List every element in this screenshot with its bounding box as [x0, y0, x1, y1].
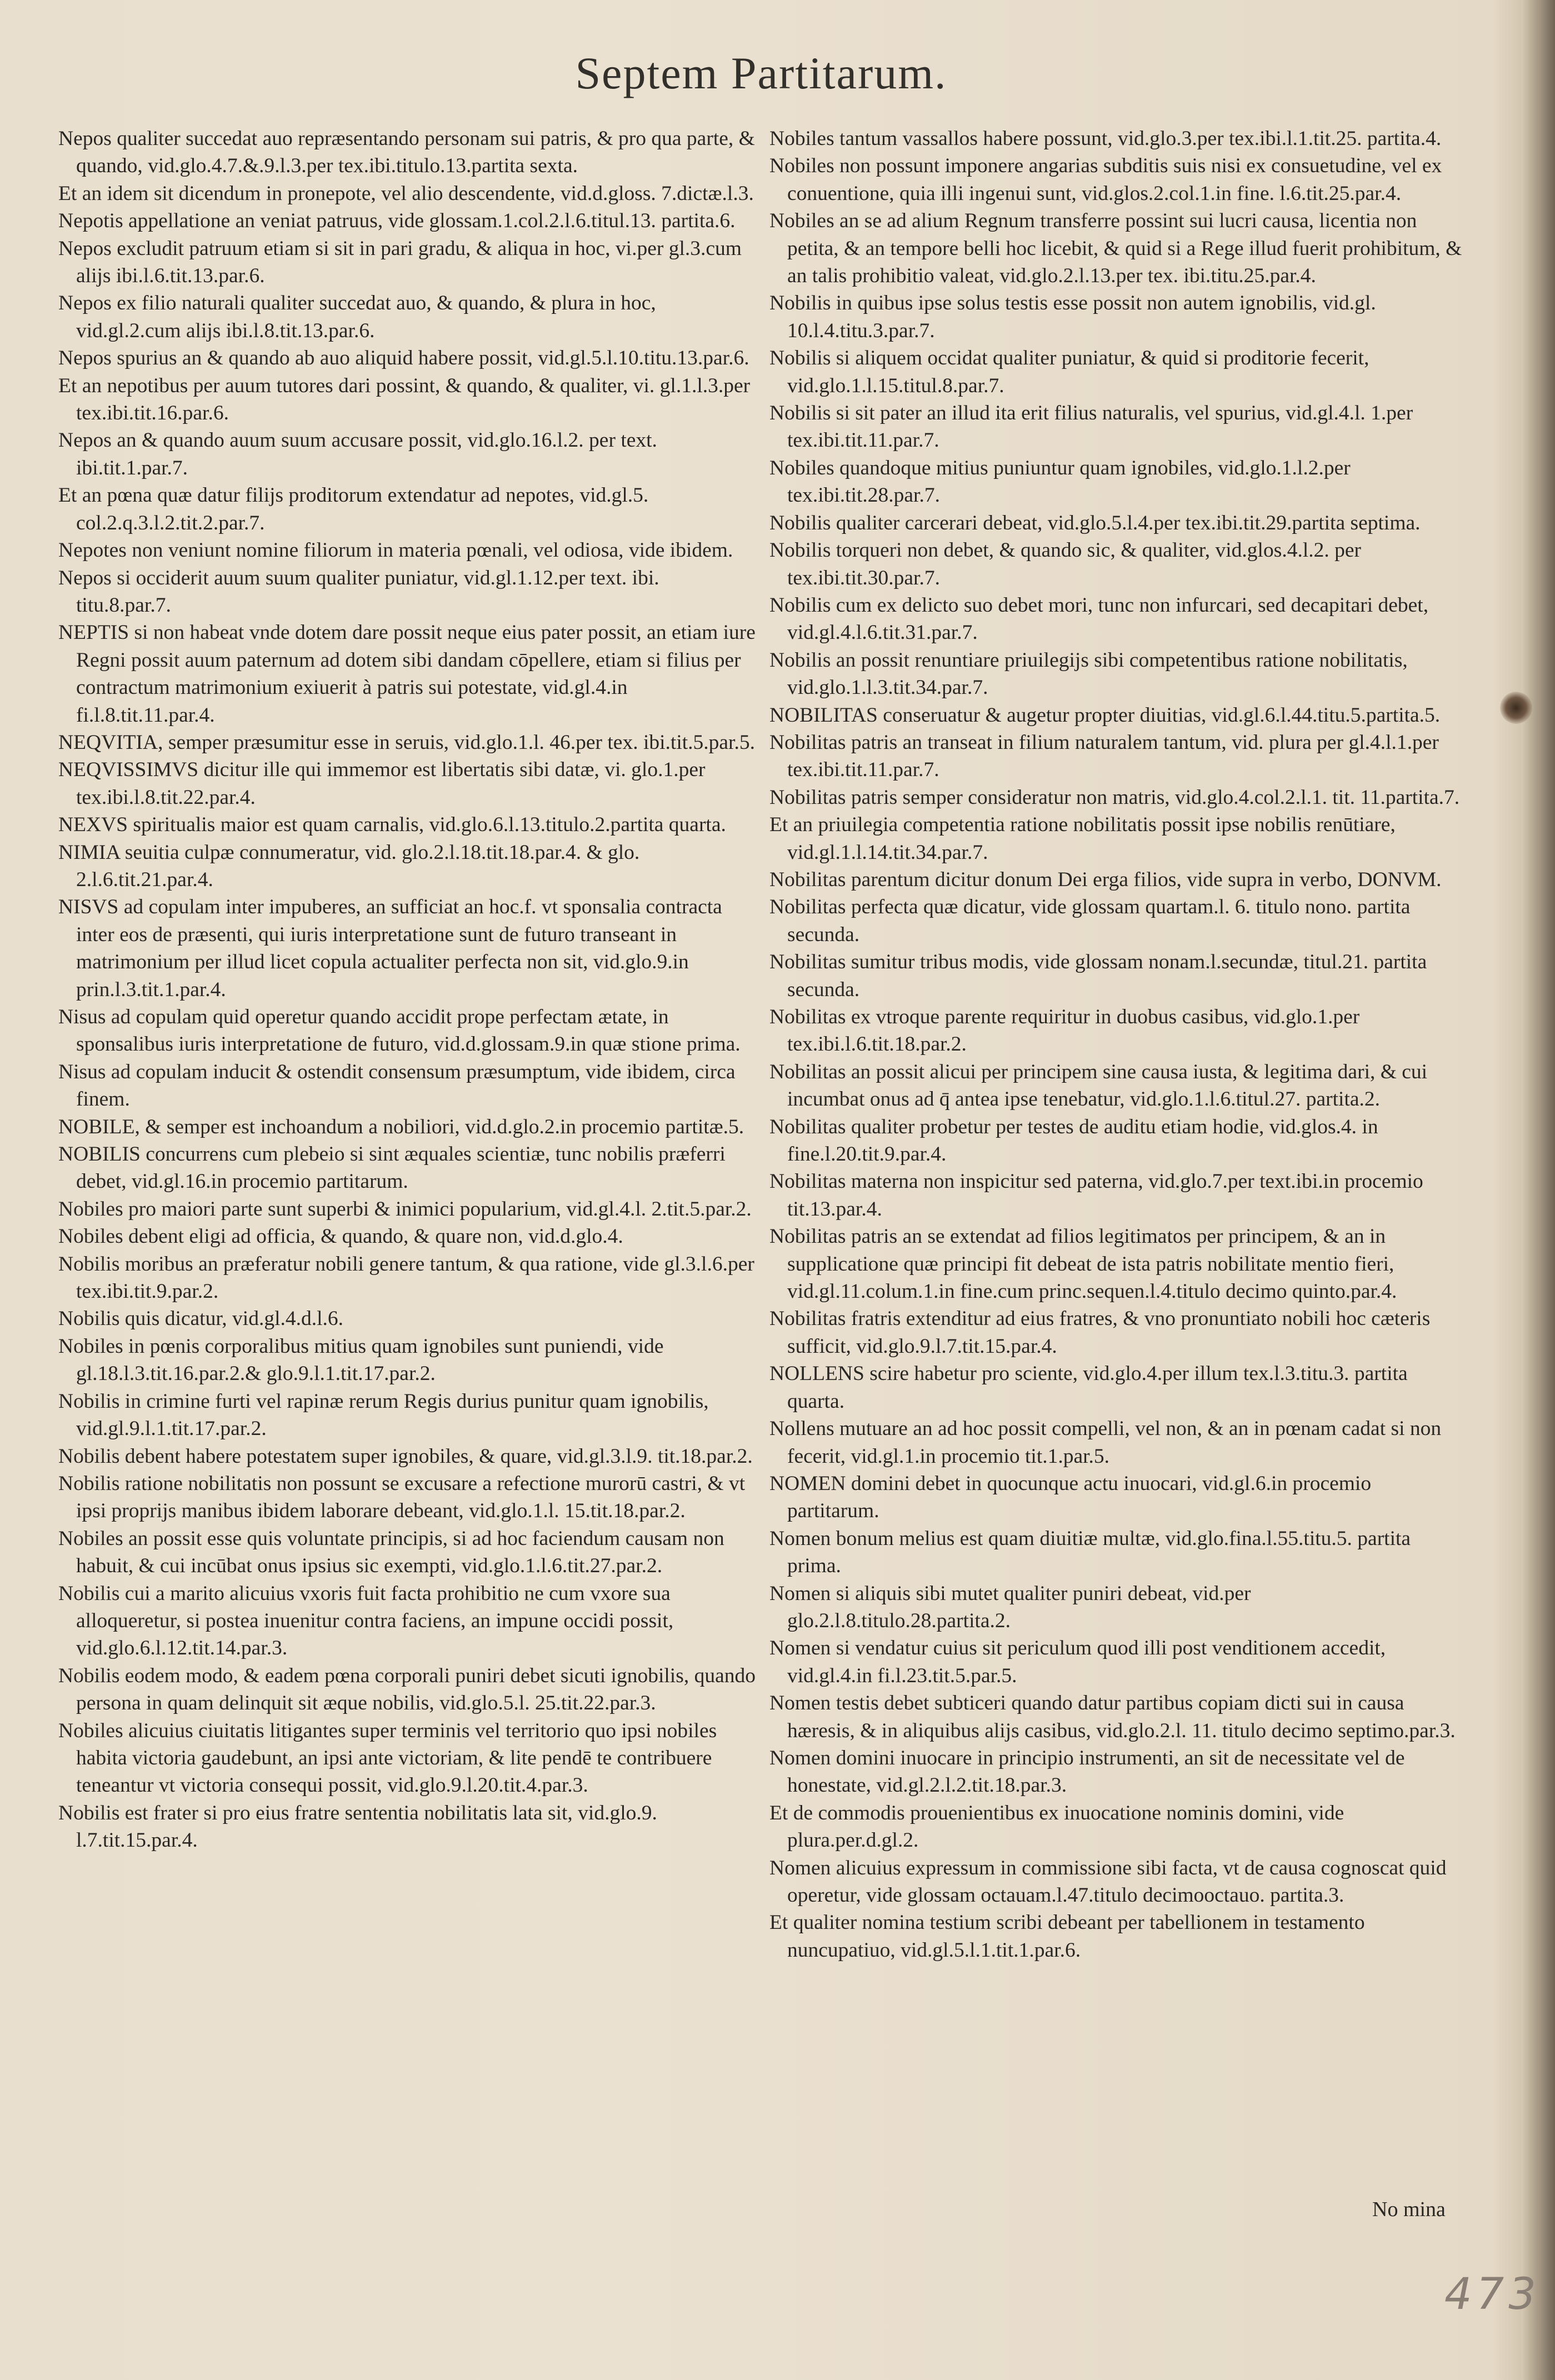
index-entry: Nobilitas patris semper consideratur non matris, vid.glo.4.col.2.l.1. tit. 11.partita.7. [769, 786, 1460, 809]
ink-stain [1500, 692, 1532, 724]
index-entry: NEPTIS si non habeat vnde dotem dare possit neque eius pater possit, an etiam iure Regni possit auum paternum ad dotem sibi dandam cōpellere, etiam si filius per contractum matrimonium exiuerit à patris sui potestate, vid.gl.4.in fi.l.8.tit.11.par.4. [58, 621, 756, 727]
index-entry: Nobilitas fratris extenditur ad eius fratres, & vno pronuntiato nobili hoc cæteris sufficit, vid.glo.9.l.7.tit.15.par.4. [769, 1307, 1431, 1358]
index-entry: Et an nepotibus per auum tutores dari possint, & quando, & qualiter, vi. gl.1.l.3.per tex.ibi.tit.16.par.6. [58, 374, 751, 425]
index-entry: Nepos si occiderit auum suum qualiter puniatur, vid.gl.1.12.per text. ibi. titu.8.par.7. [58, 566, 659, 617]
index-entry: NOMEN domini debet in quocunque actu inuocari, vid.gl.6.in procemio partitarum. [769, 1472, 1372, 1523]
index-entry: Nomen bonum melius est quam diuitiæ multæ, vid.glo.fina.l.55.titu.5. partita prima. [769, 1527, 1411, 1578]
index-entry: Nepotes non veniunt nomine filiorum in materia pœnali, vel odiosa, vide ibidem. [58, 539, 733, 562]
index-entry: Nobilis torqueri non debet, & quando sic, & qualiter, vid.glos.4.l.2. per tex.ibi.tit.30.par.7. [769, 539, 1361, 589]
index-entry: Nomen testis debet subticeri quando datur partibus copiam dicti sui in causa hæresis, & in aliquibus alijs casibus, vid.glo.2.l. 11. titulo decimo septimo.par.3. [769, 1692, 1456, 1742]
index-entry: Nobilitas patris an se extendat ad filios legitimatos per principem, & an in supplicatione quæ principi fit debeat de ista patris nobilitate mentio fieri, vid.gl.11.colum.1.in fine.cum princ.sequen.l.4.titulo decimo quinto.par.4. [769, 1225, 1397, 1303]
right-column [769, 125, 1467, 1964]
index-entry: Nobiles tantum vassallos habere possunt, vid.glo.3.per tex.ibi.l.1.tit.25. partita.4. [769, 127, 1442, 150]
index-entry: Nobiles non possunt imponere angarias subditis suis nisi ex consuetudine, vel ex conuentione, quia illi ingenui sunt, vid.glos.2.col.1.in fine. l.6.tit.25.par.4. [769, 154, 1442, 205]
index-entry: Nobiles alicuius ciuitatis litigantes super terminis vel territorio quo ipsi nobiles habita victoria gaudebunt, an ipsi ante victoriam, & lite pendē te contribuere teneantur vt victoria consequi possit, vid.glo.9.l.20.tit.4.par.3. [58, 1719, 717, 1797]
index-entry: Nobilis si aliquem occidat qualiter puniatur, & quid si proditorie fecerit, vid.glo.1.l.15.titul.8.par.7. [769, 347, 1369, 397]
index-entry: Nobilis cum ex delicto suo debet mori, tunc non infurcari, sed decapitari debet, vid.gl.4.l.6.tit.31.par.7. [769, 593, 1429, 644]
index-entry: Nobilitas sumitur tribus modis, vide glossam nonam.l.secundæ, titul.21. partita secunda. [769, 951, 1427, 1001]
index-entry: Nomen domini inuocare in principio instrumenti, an sit de necessitate vel de honestate, vid.gl.2.l.2.tit.18.par.3. [769, 1746, 1405, 1797]
index-entry: NEXVS spiritualis maior est quam carnalis, vid.glo.6.l.13.titulo.2.partita quarta. [58, 813, 726, 837]
index-entry: Nobiles debent eligi ad officia, & quando, & quare non, vid.d.glo.4. [58, 1225, 623, 1248]
index-entry: NEQVISSIMVS dicitur ille qui immemor est libertatis sibi datæ, vi. glo.1.per tex.ibi.l.8.tit.22.par.4. [58, 758, 706, 809]
index-entry: Et an pœna quæ datur filijs proditorum extendatur ad nepotes, vid.gl.5. col.2.q.3.l.2.tit.2.par.7. [58, 484, 649, 534]
index-entry: Nobilitas qualiter probetur per testes de auditu etiam hodie, vid.glos.4. in fine.l.20.tit.9.par.4. [769, 1115, 1378, 1166]
index-entry: Nepos ex filio naturali qualiter succedat auo, & quando, & plura in hoc, vid.gl.2.cum alijs ibi.l.8.tit.13.par.6. [58, 292, 656, 342]
index-entry: NOBILITAS conseruatur & augetur propter diuitias, vid.gl.6.l.44.titu.5.partita.5. [769, 703, 1441, 727]
index-entry: Nobilitas parentum dicitur donum Dei erga filios, vide supra in verbo, DONVM. [769, 868, 1442, 891]
index-entry: Et de commodis prouenientibus ex inuocatione nominis domini, vide plura.per.d.gl.2. [769, 1801, 1344, 1852]
left-column [58, 125, 756, 1854]
index-entry: Nomen alicuius expressum in commissione sibi facta, vt de causa cognoscat quid operetur, vide glossam octauam.l.47.titulo decimooctauo. partita.3. [769, 1856, 1447, 1907]
catchword: No mina [1372, 2198, 1446, 2221]
index-entry: Nollens mutuare an ad hoc possit compelli, vel non, & an in pœnam cadat si non fecerit, vid.gl.1.in procemio tit.1.par.5. [769, 1417, 1442, 1468]
index-entry: Nobilis quis dicatur, vid.gl.4.d.l.6. [58, 1307, 344, 1331]
index-entry: NISVS ad copulam inter impuberes, an sufficiat an hoc.f. vt sponsalia contracta inter eos de præsenti, qui iuris interpretatione sunt de futuro transeant in matrimonium per illud licet copula actualiter perfecta non sit, vid.glo.9.in prin.l.3.tit.1.par.4. [58, 896, 722, 1001]
index-entry: Nobiles in pœnis corporalibus mitius quam ignobiles sunt puniendi, vide gl.18.l.3.tit.16.par.2.& glo.9.l.1.tit.17.par.2. [58, 1334, 664, 1386]
index-entry: Nepotis appellatione an veniat patruus, vide glossam.1.col.2.l.6.titul.13. partita.6. [58, 209, 736, 233]
index-entry: Nobilis moribus an præferatur nobili genere tantum, & qua ratione, vide gl.3.l.6.per tex.ibi.tit.9.par.2. [58, 1252, 754, 1303]
index-entry: Nisus ad copulam quid operetur quando accidit prope perfectam ætate, in sponsalibus iuris interpretatione de futuro, vid.d.glossam.9.in quæ stione prima. [58, 1006, 741, 1056]
index-entry: Nobilitas patris an transeat in filium naturalem tantum, vid. plura per gl.4.l.1.per tex.ibi.tit.11.par.7. [769, 731, 1439, 782]
index-entry: Nepos qualiter succedat auo repræsentando personam sui patris, & pro qua parte, & quando, vid.glo.4.7.&.9.l.3.per tex.ibi.titulo.13.partita sexta. [58, 127, 755, 178]
book-gutter [1522, 0, 1555, 2380]
index-entry: Nobilitas materna non inspicitur sed paterna, vid.glo.7.per text.ibi.in procemio tit.13.par.4. [769, 1170, 1423, 1221]
index-entry: Nepos an & quando auum suum accusare possit, vid.glo.16.l.2. per text. ibi.tit.1.par.7. [58, 429, 657, 479]
index-entry: Nepos spurius an & quando ab auo aliquid habere possit, vid.gl.5.l.10.titu.13.par.6. [58, 347, 749, 370]
index-entry: NOBILIS concurrens cum plebeio si sint æquales scientiæ, tunc nobilis præferri debet, vid.gl.16.in procemio partitarum. [58, 1143, 726, 1193]
index-entry: Nomen si aliquis sibi mutet qualiter puniri debeat, vid.per glo.2.l.8.titulo.28.partita.2. [769, 1582, 1251, 1632]
index-entry: Nisus ad copulam inducit & ostendit consensum præsumptum, vide ibidem, circa finem. [58, 1060, 736, 1111]
index-entry: Nobilis est frater si pro eius fratre sententia nobilitatis lata sit, vid.glo.9. l.7.tit.15.par.4. [58, 1801, 657, 1852]
index-entry: Nobiles quandoque mitius puniuntur quam ignobiles, vid.glo.1.l.2.per tex.ibi.tit.28.par.7. [769, 456, 1351, 507]
index-entry: Nepos excludit patruum etiam si sit in pari gradu, & aliqua in hoc, vi.per gl.3.cum alijs ibi.l.6.tit.13.par.6. [58, 237, 742, 288]
index-entry: Nobilitas ex vtroque parente requiritur in duobus casibus, vid.glo.1.per tex.ibi.l.6.tit.18.par.2. [769, 1006, 1360, 1056]
running-title: Septem Partitarum. [575, 48, 947, 98]
index-entry: Nobilis debent habere potestatem super ignobiles, & quare, vid.gl.3.l.9. tit.18.par.2. [58, 1444, 753, 1468]
index-entry: Et an priuilegia competentia ratione nobilitatis possit ipse nobilis renūtiare, vid.gl.1.l.14.tit.34.par.7. [769, 813, 1396, 864]
index-entry: Nobilis in quibus ipse solus testis esse possit non autem ignobilis, vid.gl. 10.l.4.titu.3.par.7. [769, 292, 1376, 342]
index-entry: Nobilitas an possit alicui per principem sine causa iusta, & legitima dari, & cui incumbat onus ad q̄ antea ipse tenebatur, vid.glo.1.l.6.titul.27. partita.2. [769, 1060, 1428, 1111]
index-entry: Nobilis ratione nobilitatis non possunt se excusare a refectione murorū castri, & vt ipsi proprijs manibus ibidem laborare debeant, vid.glo.1.l. 15.tit.18.par.2. [58, 1472, 746, 1523]
index-entry: NEQVITIA, semper præsumitur esse in seruis, vid.glo.1.l. 46.per tex. ibi.tit.5.par.5. [58, 731, 755, 754]
index-entry: Nobilis in crimine furti vel rapinæ rerum Regis durius punitur quam ignobilis, vid.gl.9.l.1.tit.17.par.2. [58, 1389, 709, 1441]
index-entry: Nobilis an possit renuntiare priuilegijs sibi competentibus ratione nobilitatis, vid.glo.1.l.3.tit.34.par.7. [769, 648, 1408, 699]
index-entry: Et qualiter nomina testium scribi debeant per tabellionem in testamento nuncupatiuo, vid.gl.5.l.1.tit.1.par.6. [769, 1911, 1365, 1962]
index-entry: NIMIA seuitia culpæ connumeratur, vid. glo.2.l.18.tit.18.par.4. & glo. 2.l.6.tit.21.par.4. [58, 841, 640, 891]
index-entry: Nobilis eodem modo, & eadem pœna corporali puniri debet sicuti ignobilis, quando persona in quam delinquit sit æque nobilis, vid.glo.5.l. 25.tit.22.par.3. [58, 1664, 756, 1715]
index-entry: Et an idem sit dicendum in pronepote, vel alio descendente, vid.d.gloss. 7.dictæ.l.3. [58, 182, 754, 205]
index-entry: Nobilis si sit pater an illud ita erit filius naturalis, vel spurius, vid.gl.4.l. 1.per tex.ibi.tit.11.par.7. [769, 402, 1413, 452]
index-entry: NOBILE, & semper est inchoandum a nobiliori, vid.d.glo.2.in procemio partitæ.5. [58, 1115, 744, 1138]
index-entry: Nobiles pro maiori parte sunt superbi & inimici popularium, vid.gl.4.l. 2.tit.5.par.2. [58, 1197, 752, 1221]
index-entry: Nobilis cui a marito alicuius vxoris fuit facta prohibitio ne cum vxore sua alloqueretur, si postea inuenitur contra faciens, an impune occidi possit, vid.glo.6.l.12.tit.14.par.3. [58, 1582, 674, 1660]
folio-number: 473 [1444, 2269, 1541, 2319]
index-entry: Nomen si vendatur cuius sit periculum quod illi post venditionem accedit, vid.gl.4.in fi.l.23.tit.5.par.5. [769, 1637, 1386, 1687]
index-entry: Nobilis qualiter carcerari debeat, vid.glo.5.l.4.per tex.ibi.tit.29.partita septima. [769, 511, 1421, 534]
index-entry: Nobiles an se ad alium Regnum transferre possint sui lucri causa, licentia non petita, & an tempore belli hoc licebit, & quid si a Rege illud fuerit prohibitum, & an talis prohibitio valeat, vid.glo.2.l.13.per tex. ibi.titu.25.par.4. [769, 209, 1462, 288]
index-entry: Nobiles an possit esse quis voluntate principis, si ad hoc faciendum causam non habuit, & cui incūbat onus ipsius sic exempti, vid.glo.1.l.6.tit.27.par.2. [58, 1527, 724, 1578]
index-entry: NOLLENS scire habetur pro sciente, vid.glo.4.per illum tex.l.3.titu.3. partita quarta. [769, 1362, 1408, 1413]
index-entry: Nobilitas perfecta quæ dicatur, vide glossam quartam.l. 6. titulo nono. partita secunda. [769, 896, 1411, 946]
